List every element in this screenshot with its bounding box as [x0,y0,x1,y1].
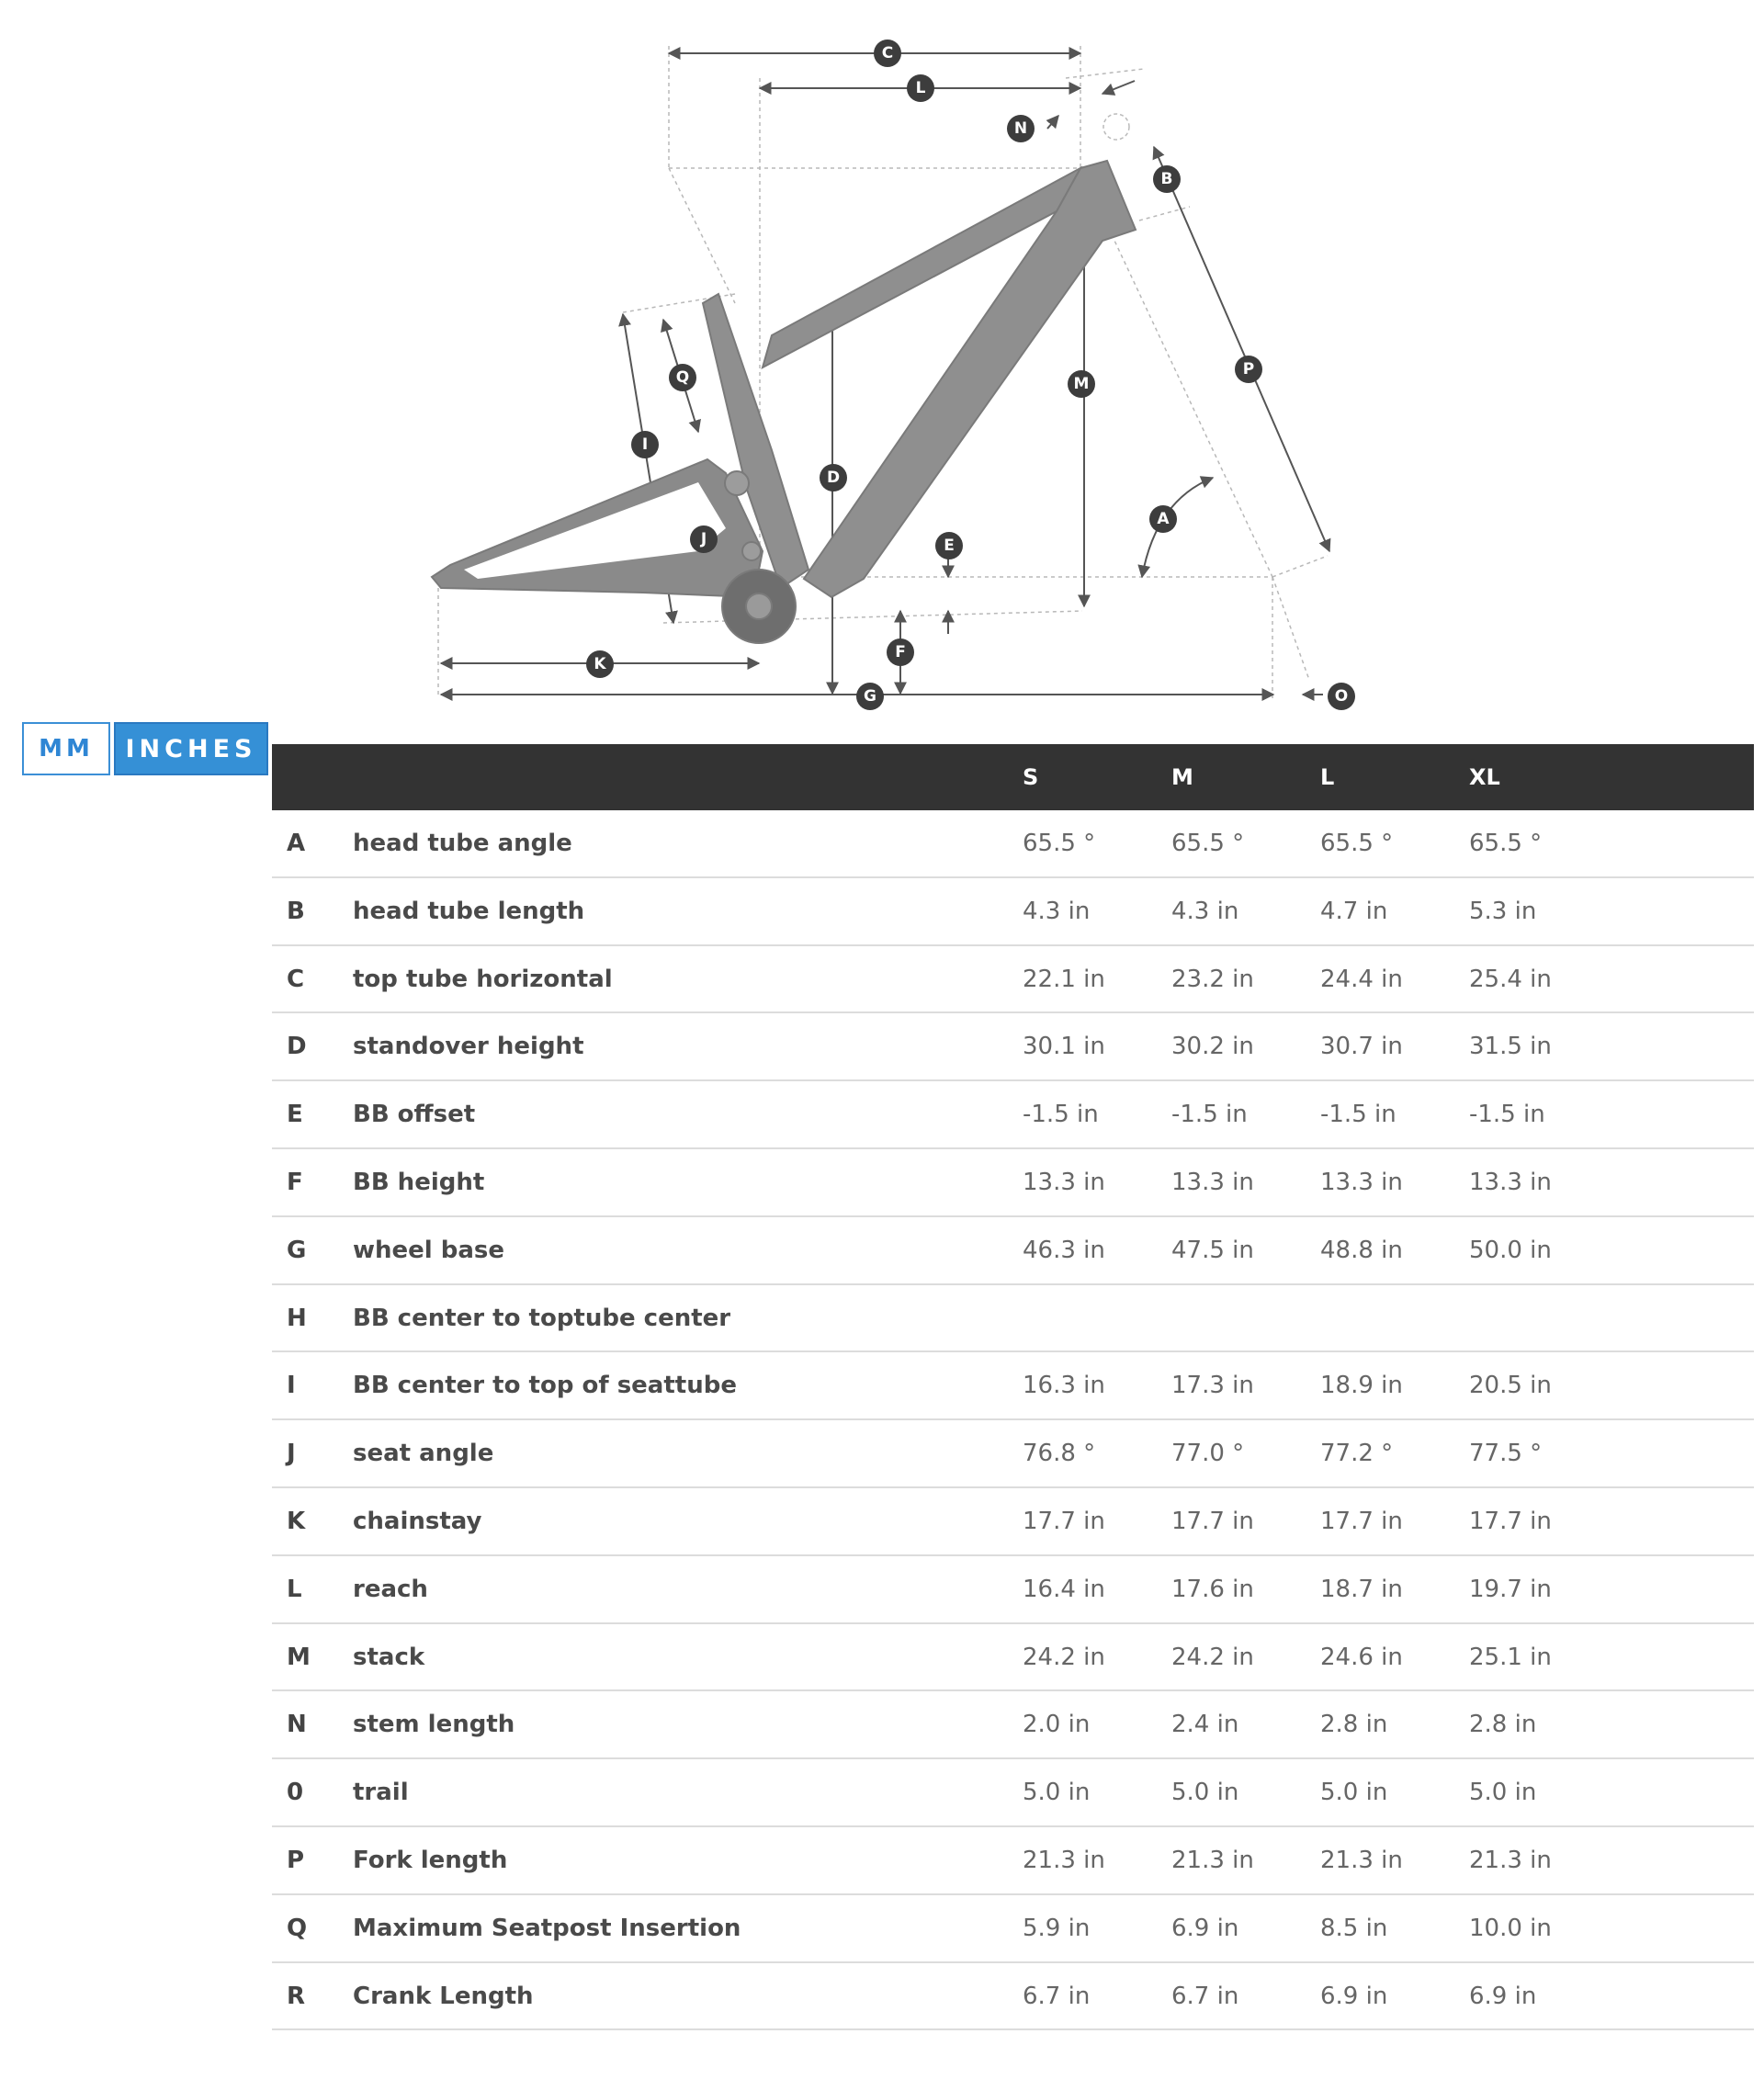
row-letter: A [287,830,306,857]
row-value: 46.3 in [1023,1236,1105,1264]
row-value: 21.3 in [1469,1846,1552,1874]
callout-d [820,464,847,492]
row-label: stack [353,1643,425,1671]
guide-lines [438,46,1328,698]
table-row [272,1420,1754,1488]
row-value: 6.9 in [1171,1914,1239,1942]
row-letter: L [287,1575,302,1603]
row-value: -1.5 in [1171,1101,1248,1129]
callout-g [856,683,884,710]
row-letter: F [287,1168,303,1196]
row-label: BB center to top of seattube [353,1372,737,1400]
row-value: 17.7 in [1320,1507,1403,1535]
row-value: 13.3 in [1171,1168,1254,1196]
svg-text:B: B [1160,170,1173,188]
row-value: 17.7 in [1171,1507,1254,1535]
row-label: stem length [353,1711,515,1739]
row-label: head tube length [353,897,585,925]
callout-i [631,431,659,458]
row-letter: N [287,1711,307,1739]
row-letter: 0 [287,1779,304,1807]
inches-button[interactable]: INCHES [114,722,268,775]
table-row [272,1149,1754,1217]
row-value: 25.4 in [1469,965,1552,993]
table-row [272,1081,1754,1149]
row-value: 13.3 in [1320,1168,1403,1196]
row-value: 21.3 in [1023,1846,1105,1874]
row-value: 5.3 in [1469,897,1537,925]
row-value: 77.5 ° [1469,1440,1543,1468]
table-row [272,810,1754,878]
row-value: -1.5 in [1023,1101,1099,1129]
row-value: 24.2 in [1171,1643,1254,1671]
row-letter: P [287,1846,305,1874]
row-value: 17.6 in [1171,1575,1254,1603]
row-value: 5.0 in [1320,1779,1388,1807]
table-row [272,878,1754,946]
row-letter: D [287,1033,307,1061]
row-value: 24.2 in [1023,1643,1105,1671]
svg-text:F: F [895,643,906,661]
bike-frame [432,161,1136,643]
svg-text:G: G [864,687,876,706]
header-size-m: M [1171,764,1193,790]
row-label: standover height [353,1033,584,1061]
row-value: 77.0 ° [1171,1440,1245,1468]
table-header [272,744,1754,810]
row-label: BB center to toptube center [353,1304,731,1332]
callout-f [887,638,914,666]
row-value: 48.8 in [1320,1236,1403,1264]
row-label: seat angle [353,1440,494,1468]
row-value: 76.8 ° [1023,1440,1096,1468]
table-row [272,1895,1754,1963]
table-row [272,1691,1754,1759]
row-value: 21.3 in [1320,1846,1403,1874]
table-row [272,1285,1754,1353]
row-value: 2.8 in [1320,1711,1388,1739]
row-value: 5.0 in [1469,1779,1537,1807]
row-value: 47.5 in [1171,1236,1254,1264]
row-value: 5.9 in [1023,1914,1091,1942]
row-value: 23.2 in [1171,965,1254,993]
row-letter: C [287,965,305,993]
svg-text:M: M [1073,375,1090,393]
table-row [272,946,1754,1014]
table-row [272,1488,1754,1556]
row-value: 6.9 in [1320,1982,1388,2010]
dimension-lines [441,53,1329,695]
row-value: 4.3 in [1171,897,1239,925]
row-letter: Q [287,1914,308,1942]
row-value: 13.3 in [1023,1168,1105,1196]
table-row [272,1013,1754,1081]
row-value: -1.5 in [1469,1101,1545,1129]
row-value: 21.3 in [1171,1846,1254,1874]
row-letter: K [287,1507,306,1535]
row-value: 2.8 in [1469,1711,1537,1739]
callout-p [1235,356,1262,383]
row-label: chainstay [353,1507,482,1535]
callout-c [874,40,901,67]
row-value: 22.1 in [1023,965,1105,993]
table-row [272,1827,1754,1895]
row-letter: R [287,1982,306,2010]
row-value: 30.7 in [1320,1033,1403,1061]
row-label: BB height [353,1168,485,1196]
row-value: 65.5 ° [1320,830,1394,857]
callout-q [669,364,696,391]
row-value: 16.3 in [1023,1372,1105,1400]
row-letter: I [287,1372,296,1400]
table-row [272,1556,1754,1624]
callout-m [1068,370,1095,398]
svg-text:I: I [641,435,649,454]
row-label: BB offset [353,1101,476,1129]
row-value: 17.3 in [1171,1372,1254,1400]
svg-text:D: D [826,469,841,487]
row-label: top tube horizontal [353,965,613,993]
row-value: 24.6 in [1320,1643,1403,1671]
callout-e [935,532,963,559]
svg-text:C: C [881,44,894,62]
row-value: 30.2 in [1171,1033,1254,1061]
row-value: 5.0 in [1023,1779,1091,1807]
table-row [272,1624,1754,1692]
stem-circle-icon [1103,114,1129,140]
row-value: 65.5 ° [1023,830,1096,857]
row-value: 17.7 in [1469,1507,1552,1535]
row-value: 20.5 in [1469,1372,1552,1400]
svg-text:J: J [700,530,707,548]
row-value: 24.4 in [1320,965,1403,993]
row-value: 30.1 in [1023,1033,1105,1061]
row-value: 10.0 in [1469,1914,1552,1942]
row-value: 50.0 in [1469,1236,1552,1264]
svg-text:Q: Q [675,368,690,387]
row-letter: B [287,897,305,925]
row-label: trail [353,1779,409,1807]
svg-text:O: O [1334,687,1349,706]
row-label: Maximum Seatpost Insertion [353,1914,741,1942]
row-value: 2.4 in [1171,1711,1239,1739]
geometry-table [272,744,1754,2030]
row-value: 16.4 in [1023,1575,1105,1603]
row-label: reach [353,1575,428,1603]
row-letter: E [287,1101,303,1129]
row-value: 65.5 ° [1469,830,1543,857]
svg-text:P: P [1242,360,1255,379]
row-value: 8.5 in [1320,1914,1388,1942]
row-value: 13.3 in [1469,1168,1552,1196]
svg-text:A: A [1157,510,1170,528]
callout-a [1149,505,1177,533]
row-label: Crank Length [353,1982,534,2010]
row-letter: H [287,1304,307,1332]
row-value: 2.0 in [1023,1711,1091,1739]
row-label: head tube angle [353,830,572,857]
row-letter: J [287,1440,296,1468]
row-value: 6.7 in [1023,1982,1091,2010]
row-value: 77.2 ° [1320,1440,1394,1468]
mm-button[interactable]: MM [22,722,110,775]
table-row [272,1217,1754,1285]
row-letter: G [287,1236,307,1264]
callout-n [1007,115,1035,142]
callout-j [690,525,718,553]
callout-l [907,74,934,102]
table-row [272,1759,1754,1827]
row-value: 25.1 in [1469,1643,1552,1671]
svg-text:N: N [1013,119,1028,138]
row-value: 6.9 in [1469,1982,1537,2010]
header-size-s: S [1023,764,1039,790]
row-value: 4.3 in [1023,897,1091,925]
row-value: 5.0 in [1171,1779,1239,1807]
header-size-l: L [1320,764,1335,790]
row-value: 19.7 in [1469,1575,1552,1603]
row-value: 4.7 in [1320,897,1388,925]
callout-k [586,650,614,678]
row-label: wheel base [353,1236,505,1264]
table-row [272,1963,1754,2031]
svg-text:K: K [594,655,606,673]
row-value: 31.5 in [1469,1033,1552,1061]
row-value: 18.7 in [1320,1575,1403,1603]
callout-o [1328,683,1355,710]
row-value: 65.5 ° [1171,830,1245,857]
frame-geometry-diagram [395,18,1396,735]
callout-b [1153,165,1181,193]
unit-toggle [22,722,268,775]
table-row [272,1352,1754,1420]
svg-text:L: L [915,79,926,97]
row-letter: M [287,1643,311,1671]
row-value: -1.5 in [1320,1101,1396,1129]
row-label: Fork length [353,1846,508,1874]
row-value: 6.7 in [1171,1982,1239,2010]
svg-text:E: E [944,537,955,555]
row-value: 18.9 in [1320,1372,1403,1400]
row-value: 17.7 in [1023,1507,1105,1535]
header-size-xl: XL [1469,764,1500,790]
